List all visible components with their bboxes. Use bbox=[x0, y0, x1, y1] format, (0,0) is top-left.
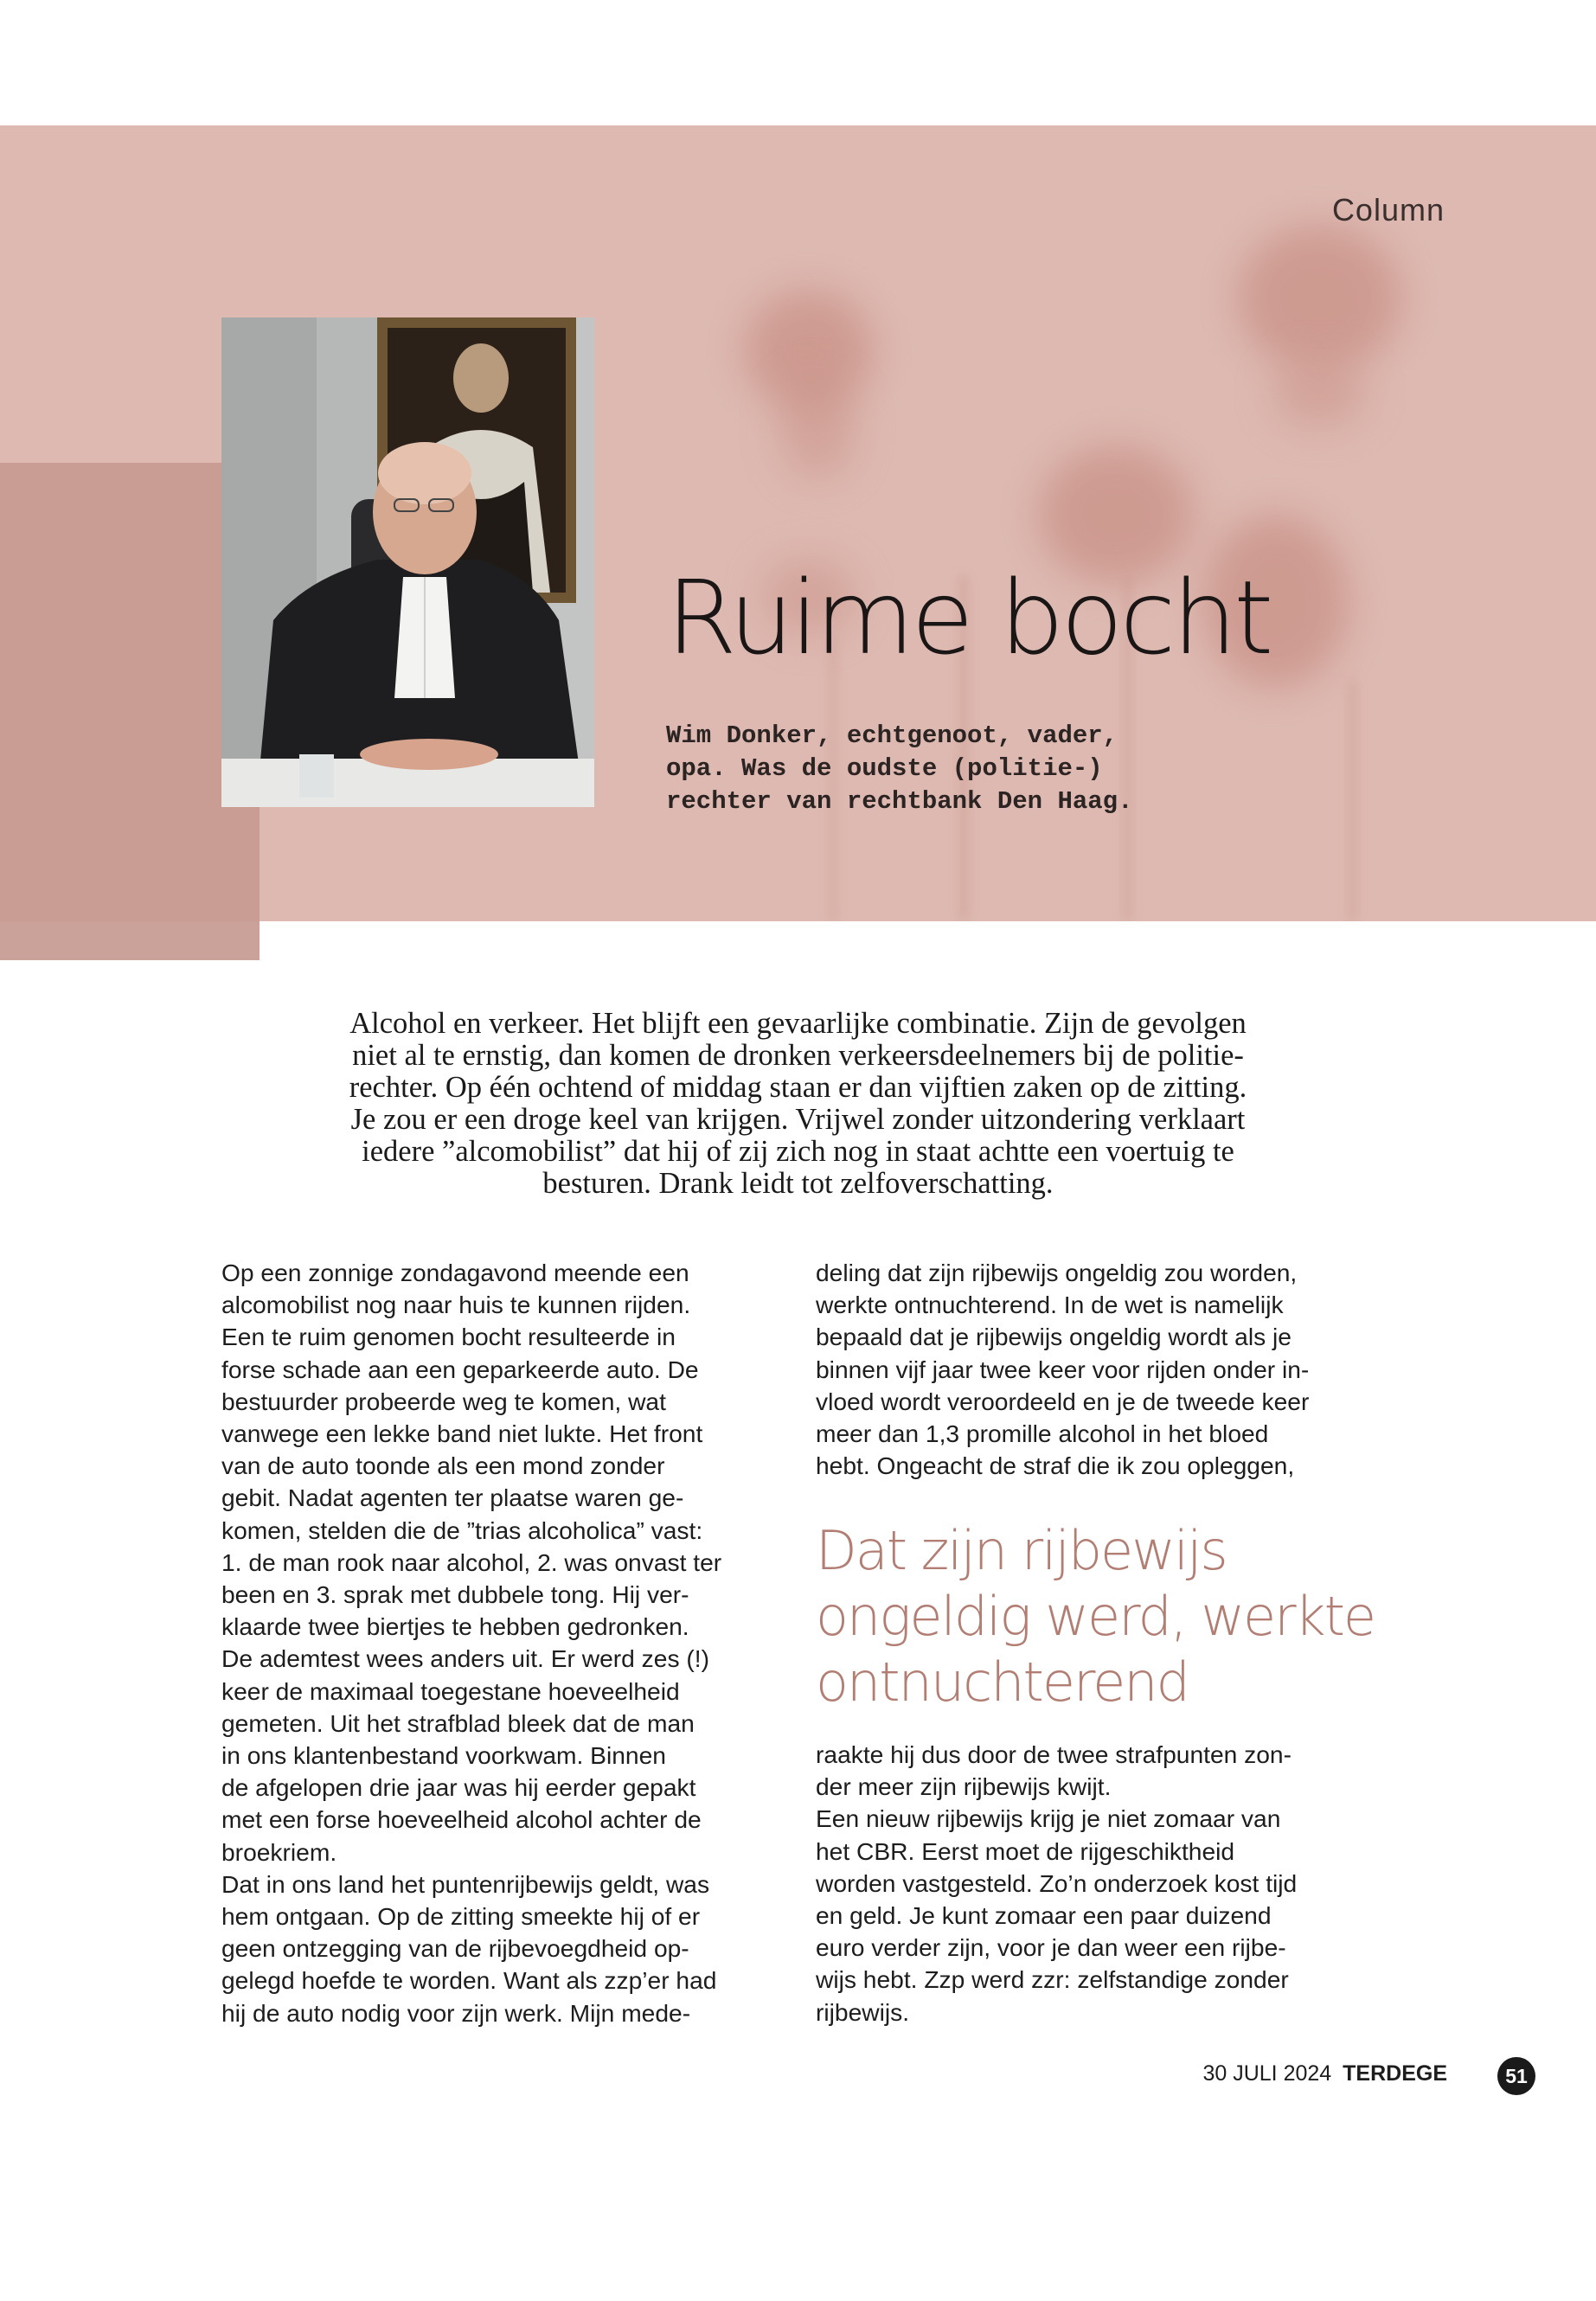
pull-quote bbox=[816, 1518, 1387, 1715]
intro-line: Alcohol en verkeer. Het blijft een gevaarlijke combinatie. Zijn de gevolgen bbox=[349, 1007, 1247, 1040]
decor-flower bbox=[779, 376, 856, 480]
intro-paragraph bbox=[216, 1008, 1380, 1200]
article-headline: Ruime bocht bbox=[666, 558, 1271, 677]
body-line: meer dan 1,3 promille alcohol in het bloed bbox=[816, 1420, 1269, 1448]
body-line: de afgelopen drie jaar was hij eerder gepakt bbox=[221, 1773, 696, 1802]
body-line: been en 3. sprak met dubbele tong. Hij ver- bbox=[221, 1580, 689, 1609]
pull-quote-line: Dat zijn rijbewijs bbox=[816, 1519, 1227, 1582]
body-line: euro verder zijn, voor je dan weer een rijbe- bbox=[816, 1933, 1286, 1962]
body-line: der meer zijn rijbewijs kwijt. bbox=[816, 1772, 1112, 1801]
intro-line: Je zou er een droge keel van krijgen. Vrijwel zonder uitzondering verklaart bbox=[350, 1103, 1246, 1136]
author-byline bbox=[666, 720, 1237, 818]
author-photo bbox=[221, 317, 594, 807]
accent-block bbox=[0, 463, 260, 960]
author-photo-image bbox=[221, 317, 594, 807]
body-line: alcomobilist nog naar huis te kunnen rijden. bbox=[221, 1291, 691, 1319]
body-column-right-continued bbox=[816, 1739, 1369, 2029]
body-column-left bbox=[221, 1257, 775, 2029]
body-line: hebt. Ongeacht de straf die ik zou opleggen, bbox=[816, 1452, 1295, 1480]
intro-line: niet al te ernstig, dan komen de dronken verkeersdeelnemers bij de politie- bbox=[352, 1039, 1244, 1072]
intro-line: iedere ”alcomobilist” dat hij of zij zich nog in staat achtte een voertuig te bbox=[362, 1135, 1234, 1168]
body-line: binnen vijf jaar twee keer voor rijden onder in- bbox=[816, 1355, 1310, 1383]
pull-quote-line: ongeldig werd, werkte bbox=[816, 1585, 1375, 1648]
body-line: De ademtest wees anders uit. Er werd zes (!) bbox=[221, 1644, 709, 1673]
byline-line: rechter van rechtbank Den Haag. bbox=[666, 787, 1133, 816]
body-line: klaarde twee biertjes te hebben gedronken. bbox=[221, 1612, 689, 1641]
body-line: werkte ontnuchterend. In de wet is namelijk bbox=[816, 1291, 1284, 1319]
body-line: Dat in ons land het puntenrijbewijs geldt, was bbox=[221, 1869, 710, 1898]
body-line: bestuurder probeerde weg te komen, wat bbox=[221, 1387, 666, 1415]
body-line: raakte hij dus door de twee strafpunten zon- bbox=[816, 1740, 1292, 1768]
body-line: deling dat zijn rijbewijs ongeldig zou worden, bbox=[816, 1259, 1298, 1286]
decor-flower bbox=[1237, 225, 1401, 372]
page-number: 51 bbox=[1497, 2057, 1535, 2095]
body-line: hem ontgaan. Op de zitting smeekte hij of er bbox=[221, 1902, 701, 1931]
intro-line: rechter. Op één ochtend of middag staan er dan vijftien zaken op de zitting. bbox=[349, 1071, 1247, 1104]
decor-stem bbox=[1349, 679, 1356, 921]
body-line: broekriem. bbox=[221, 1837, 337, 1866]
footer-issue bbox=[1202, 2061, 1447, 2086]
body-line: gemeten. Uit het strafblad bleek dat de man bbox=[221, 1708, 695, 1737]
body-line: Een nieuw rijbewijs krijg je niet zomaar van bbox=[816, 1804, 1281, 1833]
body-line: Op een zonnige zondagavond meende een bbox=[221, 1259, 689, 1286]
body-column-right bbox=[816, 1257, 1369, 1482]
decor-flower bbox=[1272, 359, 1367, 428]
body-line: gelegd hoefde te worden. Want als zzp’er had bbox=[221, 1966, 717, 1995]
body-line: met een forse hoeveelheid alcohol achter de bbox=[221, 1805, 702, 1834]
body-line: keer de maximaal toegestane hoeveelheid bbox=[221, 1676, 680, 1705]
byline-line: Wim Donker, echtgenoot, vader, bbox=[666, 721, 1118, 750]
magazine-name: TERDEGE bbox=[1343, 2061, 1447, 2086]
body-line: wijs hebt. Zzp werd zzr: zelfstandige zonder bbox=[816, 1965, 1289, 1994]
body-line: 1. de man rook naar alcohol, 2. was onvast ter bbox=[221, 1548, 722, 1576]
body-line: forse schade aan een geparkeerde auto. De bbox=[221, 1355, 699, 1383]
body-line: van de auto toonde als een mond zonder bbox=[221, 1452, 665, 1480]
body-line: komen, stelden die de ”trias alcoholica” vast: bbox=[221, 1516, 703, 1544]
body-line: bepaald dat je rijbewijs ongeldig wordt als je bbox=[816, 1323, 1292, 1351]
body-line: rijbewijs. bbox=[816, 1997, 910, 2026]
body-line: hij de auto nodig voor zijn werk. Mijn mede- bbox=[221, 1998, 691, 2027]
body-line: in ons klantenbestand voorkwam. Binnen bbox=[221, 1741, 666, 1770]
body-line: Een te ruim genomen bocht resulteerde in bbox=[221, 1323, 676, 1351]
body-line: worden vastgesteld. Zo’n onderzoek kost tijd bbox=[816, 1868, 1298, 1897]
body-line: en geld. Je kunt zomaar een paar duizend bbox=[816, 1901, 1272, 1930]
byline-line: opa. Was de oudste (politie-) bbox=[666, 754, 1103, 783]
body-line: vloed wordt veroordeeld en je de tweede keer bbox=[816, 1387, 1310, 1415]
body-line: vanwege een lekke band niet lukte. Het front bbox=[221, 1420, 703, 1448]
body-line: geen ontzegging van de rijbevoegdheid op- bbox=[221, 1934, 689, 1963]
body-line: het CBR. Eerst moet de rijgeschiktheid bbox=[816, 1836, 1235, 1865]
intro-line: besturen. Drank leidt tot zelfoverschatting. bbox=[542, 1167, 1054, 1200]
pull-quote-line: ontnuchterend bbox=[816, 1650, 1189, 1714]
issue-date: 30 JULI 2024 bbox=[1202, 2061, 1332, 2086]
body-line: gebit. Nadat agenten ter plaatse waren ge- bbox=[221, 1484, 684, 1512]
section-label: Column bbox=[1331, 192, 1445, 228]
